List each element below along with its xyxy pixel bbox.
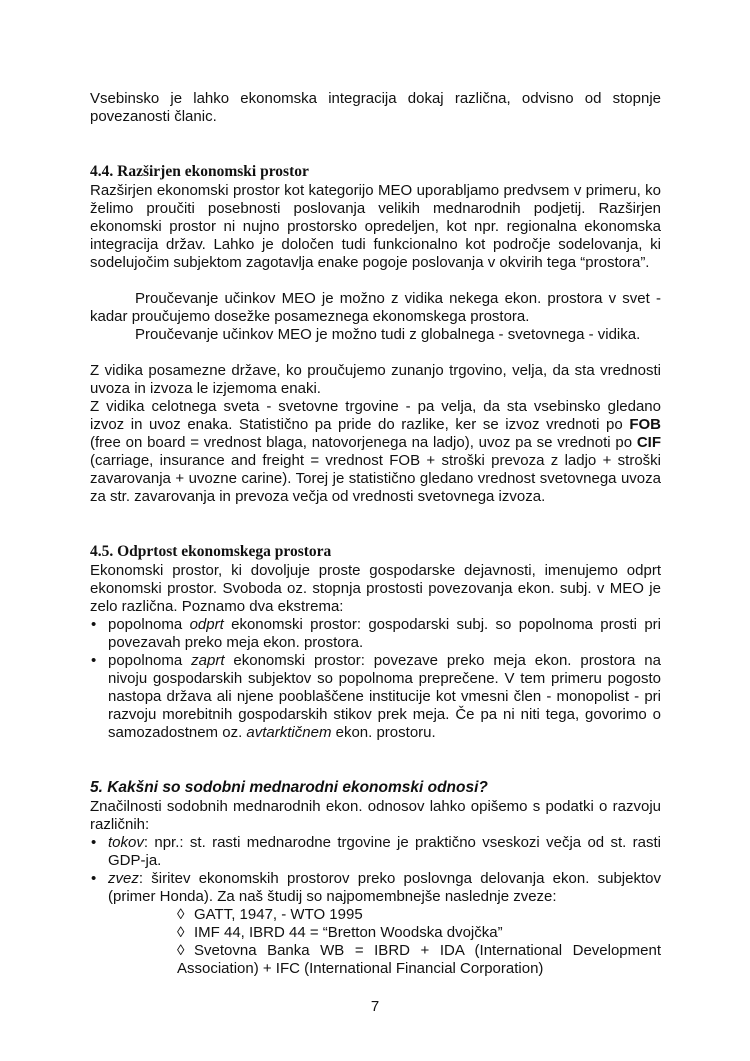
intro-paragraph: Vsebinsko je lahko ekonomska integracija dokaj različna, odvisno od stopnje povezanosti članic. [90, 90, 661, 125]
emphasis: zaprt [191, 652, 225, 669]
text-run: ekonomski prostor: povezave preko meja ekon. prostora na nivoju gospodarskih subjektov so popolnoma preprečene. V tem primeru pogosto nastopa država ali njene pooblaščene institucije kot vmesni člen - monopolist - pri razvoju morebitnih gospodarskih stikov prek meja. Če pa ni niti tega, govorimo o samozadostnem oz. [108, 652, 661, 741]
section-4-4-heading: 4.4. Razširjen ekonomski prostor [90, 163, 309, 180]
bullet-icon: • [91, 652, 97, 669]
sub-list-item [177, 906, 661, 924]
section-5-bullet-list [90, 834, 661, 906]
section-4-4-paragraph-2: Proučevanje učinkov MEO je možno z vidika nekega ekon. prostora v svet - kadar proučujemo dosežke posameznega ekonomskega prostora. [90, 290, 661, 325]
text-run: ekon. prostoru. [331, 724, 436, 741]
bullet-icon: • [91, 834, 97, 851]
diamond-icon: ◊ [177, 906, 185, 923]
section-5-paragraph-1: Značilnosti sodobnih mednarodnih ekon. odnosov lahko opišemo s podatki o razvoju različnih: [90, 798, 661, 833]
text-run: ekonomski prostor: gospodarski subj. so popolnoma prosti pri povezavah preko meja ekon. prostora. [108, 616, 661, 651]
spacer [90, 126, 661, 162]
list-item [90, 616, 661, 652]
text-run: Svetovna Banka WB = IBRD + IDA (International Development Association) + IFC (International Financial Corporation) [177, 942, 661, 977]
bullet-icon: • [91, 870, 97, 887]
emphasis: tokov [108, 834, 144, 851]
diamond-icon: ◊ [177, 924, 185, 941]
page-number: 7 [370, 998, 380, 1015]
section-4-4-paragraph-5 [90, 398, 661, 506]
diamond-icon: ◊ [177, 942, 185, 959]
section-5-heading: 5. Kakšni so sodobni mednarodni ekonomski odnosi? [90, 779, 488, 796]
section-4-4-paragraph-3: Proučevanje učinkov MEO je možno tudi z globalnega - svetovnega - vidika. [135, 326, 641, 343]
section-4-5-paragraph-1: Ekonomski prostor, ki dovoljuje proste gospodarske dejavnosti, imenujemo odprt ekonomski prostor. Svoboda oz. stopnja prostosti povezovanja ekon. subj. v MEO je zelo različna. Poznamo dva ekstrema: [90, 562, 661, 615]
text-run: Z vidika celotnega sveta - svetovne trgovine - pa velja, da sta vsebinsko gledano izvoz in uvoz enaka. Statistično pa pride do razlike, ker se izvoz vrednoti po [90, 398, 661, 433]
sub-list-item [177, 924, 661, 942]
emphasis: zvez [108, 870, 139, 887]
cif-term: CIF [636, 434, 661, 451]
fob-term: FOB [629, 416, 661, 433]
bullet-icon: • [91, 616, 97, 633]
text-run: GATT, 1947, - WTO 1995 [194, 906, 363, 923]
text-run: popolnoma [108, 652, 192, 669]
text-run: popolnoma [108, 616, 190, 633]
text-run: (carriage, insurance and freight = vrednost FOB + stroški prevoza z ladjo + stroški zavarovanja + uvozne carine). Torej je statistično gledano vrednost svetovnega uvoza za str. zavarovanja in prevoza večja od vrednosti svetovnega izvoza. [90, 452, 661, 505]
section-4-5-heading: 4.5. Odprtost ekonomskega prostora [90, 543, 332, 560]
list-item [90, 834, 661, 870]
emphasis: odprt [189, 616, 224, 633]
spacer [90, 344, 661, 362]
spacer [90, 272, 661, 290]
section-4-4-paragraph-1: Razširjen ekonomski prostor kot kategorijo MEO uporabljamo predvsem v primeru, ko želimo proučiti posebnosti poslovanja velikih mednarodnih podjetij. Razširjen ekonomski prostor ni nujno prostorsko opredeljen, kot npr. regionalna ekonomska integracija držav. Lahko je določen tudi funkcionalno kot področje sodelovanja, ki sodelujočim subjektom zagotavlja enake pogoje poslovanja v okvirih tega “prostora”. [90, 182, 661, 271]
section-4-4-paragraph-4: Z vidika posamezne države, ko proučujemo zunanjo trgovino, velja, da sta vrednosti uvoza in izvoza le izjemoma enaki. [90, 362, 661, 397]
list-item [90, 870, 661, 906]
text-run: (free on board = vrednost blaga, natovorjenega na ladjo), uvoz pa se vrednoti po [90, 434, 637, 451]
text-run: : npr.: st. rasti mednarodne trgovine je praktično vseskozi večja od st. rasti GDP-ja. [108, 834, 661, 869]
emphasis: avtarktičnem [246, 724, 332, 741]
text-run: : širitev ekonomskih prostorov preko poslovnga delovanja ekon. subjektov (primer Honda). Za naš študij so najpomembnejše naslednje zveze: [108, 870, 661, 905]
text-run: IMF 44, IBRD 44 = “Bretton Woodska dvojčka” [194, 924, 503, 941]
spacer [90, 742, 661, 778]
section-4-5-bullet-list [90, 616, 661, 742]
list-item [90, 652, 661, 742]
spacer [90, 506, 661, 542]
document-page [90, 90, 661, 978]
sub-list-item [177, 942, 661, 978]
